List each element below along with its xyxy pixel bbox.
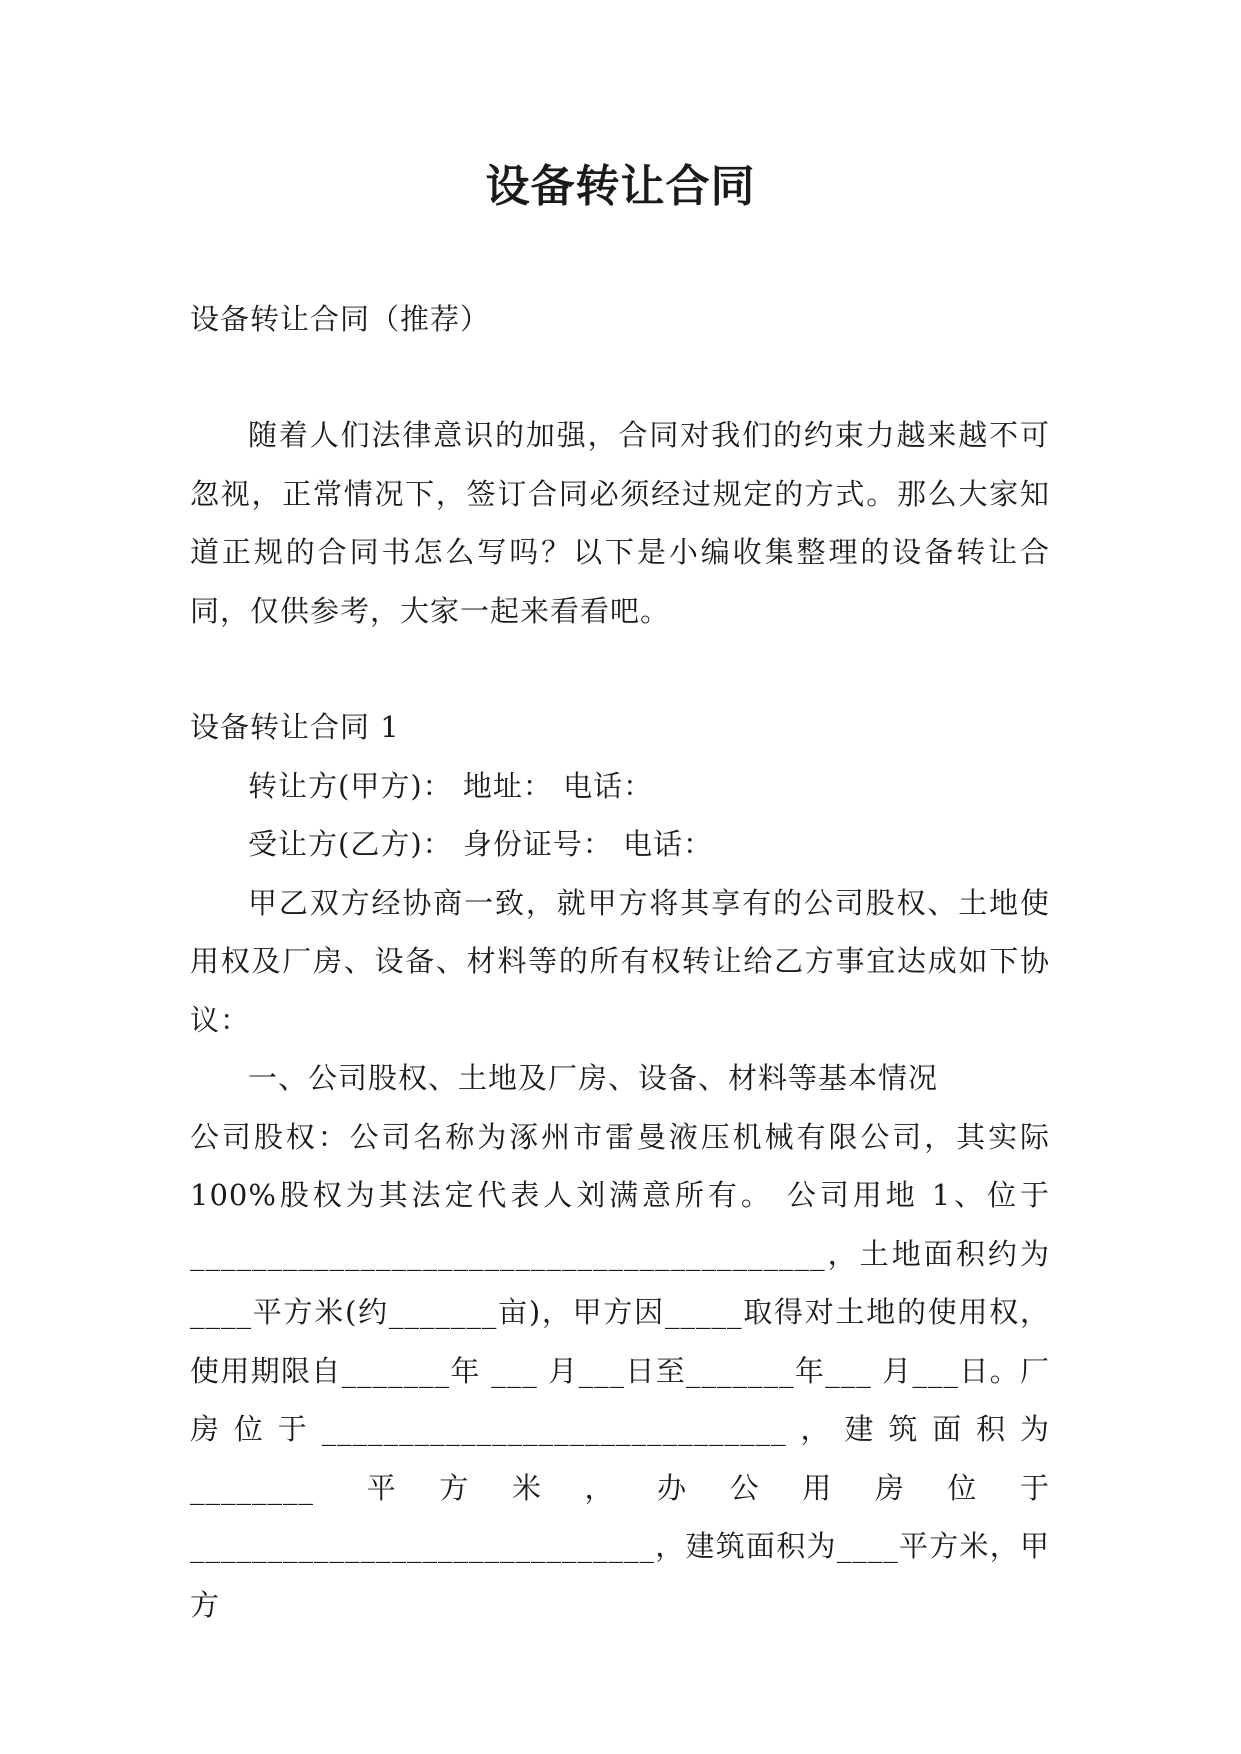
document-subtitle: 设备转让合同（推荐） — [190, 302, 491, 336]
intro-paragraph: 随着人们法律意识的加强，合同对我们的约束力越来越不可忽视，正常情况下，签订合同必须经过规定的方式。那么大家知道正规的合同书怎么写吗？以下是小编收集整理的设备转让合同，仅供参考，大家一起来看看吧。 — [190, 418, 1050, 628]
party-a-line: 转让方(甲方)： 地址： 电话： — [248, 768, 654, 803]
document-body — [190, 290, 1050, 1634]
clause-1-body: 公司股权：公司名称为涿州市雷曼液压机械有限公司，其实际 100%股权为其法定代表人刘满意所有。 公司用地 1、位于_________________________________________，土地面积约为____平方米(约_______亩)，甲方因_____取得对土地的使用权，使用期限自_______年 ___ 月___日至_______年___ 月___日。厂房位于______________________________，建筑面积为 ________ 平方米，办公用房位于______________________________，建筑面积为____平方米，甲方 — [190, 1119, 1050, 1622]
document-title: 设备转让合同 — [485, 161, 756, 212]
section-heading: 设备转让合同 1 — [190, 710, 400, 744]
party-b-line: 受让方(乙方)： 身份证号： 电话： — [248, 827, 714, 861]
clause-1-heading: 一、公司股权、土地及厂房、设备、材料等基本情况 — [248, 1061, 939, 1095]
agreement-paragraph: 甲乙双方经协商一致，就甲方将其享有的公司股权、土地使用权及厂房、设备、材料等的所有权转让给乙方事宜达成如下协议： — [190, 885, 1050, 1037]
